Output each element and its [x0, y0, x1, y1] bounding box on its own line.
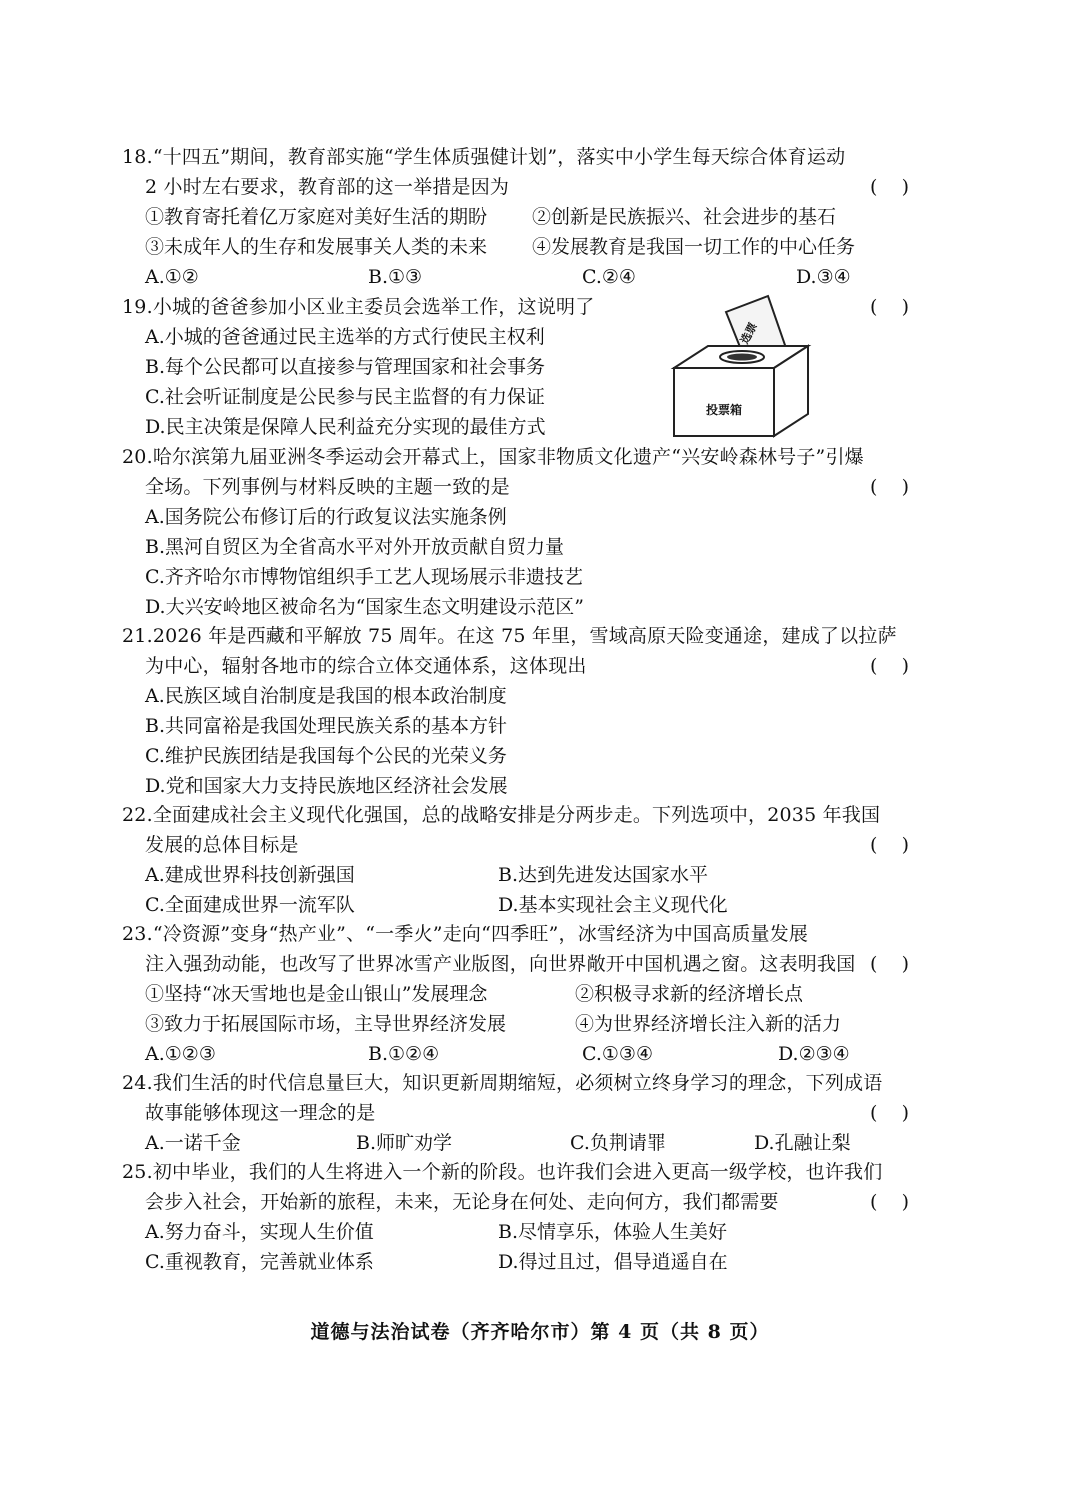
q23-stem-line2: 注入强劲动能，也改写了世界冰雪产业版图，向世界敞开中国机遇之窗。这表明我国: [145, 953, 856, 975]
q23-statement-1: ①坚持“冰天雪地也是金山银山”发展理念: [145, 983, 488, 1005]
ballot-paper-label: 选票: [738, 320, 760, 347]
q20-stem-line2: 全场。下列事例与材料反映的主题一致的是: [145, 476, 510, 498]
q21-answer-paren[interactable]: ( ): [870, 655, 909, 677]
q23-statement-4: ④为世界经济增长注入新的活力: [575, 1013, 842, 1035]
q18-statement-2: ②创新是民族振兴、社会进步的基石: [532, 206, 837, 228]
q24-option-c[interactable]: C.负荆请罪: [570, 1132, 666, 1154]
q24-answer-paren[interactable]: ( ): [870, 1102, 909, 1124]
q19-option-d[interactable]: D.民主决策是保障人民利益充分实现的最佳方式: [145, 416, 546, 438]
q25-option-b[interactable]: B.尽情享乐，体验人生美好: [498, 1221, 728, 1243]
q18-option-a[interactable]: A.①②: [145, 266, 199, 288]
ballot-box-slot-inner: [727, 354, 757, 361]
q18-statement-3: ③未成年人的生存和发展事关人类的未来: [145, 236, 488, 258]
q21-option-a[interactable]: A.民族区域自治制度是我国的根本政治制度: [145, 685, 507, 707]
q21-stem-line2: 为中心，辐射各地市的综合立体交通体系，这体现出: [145, 655, 587, 677]
q20-option-a[interactable]: A.国务院公布修订后的行政复议法实施条例: [145, 506, 507, 528]
q20-stem-line1: 20.哈尔滨第九届亚洲冬季运动会开幕式上，国家非物质文化遗产“兴安岭森林号子”引爆: [122, 446, 864, 468]
q23-option-c[interactable]: C.①③④: [582, 1043, 653, 1065]
q24-option-a[interactable]: A.一诺千金: [145, 1132, 241, 1154]
q18-option-d[interactable]: D.③④: [796, 266, 851, 288]
q25-answer-paren[interactable]: ( ): [870, 1191, 909, 1213]
q23-answer-paren[interactable]: ( ): [870, 953, 909, 975]
q21-option-c[interactable]: C.维护民族团结是我国每个公民的光荣义务: [145, 745, 507, 767]
q24-stem-line1: 24.我们生活的时代信息量巨大，知识更新周期缩短，必须树立终身学习的理念，下列成语: [122, 1072, 883, 1094]
q21-option-d[interactable]: D.党和国家大力支持民族地区经济社会发展: [145, 775, 508, 797]
q20-option-b[interactable]: B.黑河自贸区为全省高水平对外开放贡献自贸力量: [145, 536, 565, 558]
q19-stem-line1: 19.小城的爸爸参加小区业主委员会选举工作，这说明了: [122, 296, 595, 318]
q22-stem-line1: 22.全面建成社会主义现代化强国，总的战略安排是分两步走。下列选项中，2035 年我国: [122, 804, 881, 826]
q22-option-c[interactable]: C.全面建成世界一流军队: [145, 894, 355, 916]
q22-stem-line2: 发展的总体目标是: [145, 834, 299, 856]
q23-statement-2: ②积极寻求新的经济增长点: [575, 983, 804, 1005]
q25-option-d[interactable]: D.得过且过，倡导逍遥自在: [498, 1251, 728, 1273]
q19-answer-paren[interactable]: ( ): [870, 296, 909, 318]
q18-stem-line1: 18.“十四五”期间，教育部实施“学生体质强健计划”，落实中小学生每天综合体育运动: [122, 146, 846, 168]
q23-option-a[interactable]: A.①②③: [145, 1043, 216, 1065]
q22-option-b[interactable]: B.达到先进发达国家水平: [498, 864, 709, 886]
q25-stem-line2: 会步入社会，开始新的旅程，未来，无论身在何处、走向何方，我们都需要: [145, 1191, 779, 1213]
q18-statement-4: ④发展教育是我国一切工作的中心任务: [532, 236, 856, 258]
q18-option-c[interactable]: C.②④: [582, 266, 636, 288]
q21-option-b[interactable]: B.共同富裕是我国处理民族关系的基本方针: [145, 715, 508, 737]
q24-option-b[interactable]: B.师旷劝学: [356, 1132, 453, 1154]
q20-answer-paren[interactable]: ( ): [870, 476, 909, 498]
ballot-box-illustration: [668, 290, 816, 442]
q23-statement-3: ③致力于拓展国际市场，主导世界经济发展: [145, 1013, 507, 1035]
q18-stem-line2: 2 小时左右要求，教育部的这一举措是因为: [145, 176, 510, 198]
q21-stem-line1: 21.2026 年是西藏和平解放 75 周年。在这 75 年里，雪域高原天险变通途，建成了以拉萨: [122, 625, 897, 647]
q20-option-d[interactable]: D.大兴安岭地区被命名为“国家生态文明建设示范区”: [145, 596, 585, 618]
q25-option-a[interactable]: A.努力奋斗，实现人生价值: [145, 1221, 374, 1243]
q25-option-c[interactable]: C.重视教育，完善就业体系: [145, 1251, 374, 1273]
q18-statement-1: ①教育寄托着亿万家庭对美好生活的期盼: [145, 206, 488, 228]
ballot-box-label: 投票箱: [705, 403, 743, 417]
q22-option-a[interactable]: A.建成世界科技创新强国: [145, 864, 355, 886]
q23-option-d[interactable]: D.②③④: [778, 1043, 850, 1065]
q24-option-d[interactable]: D.孔融让梨: [754, 1132, 851, 1154]
q18-option-b[interactable]: B.①③: [368, 266, 423, 288]
q22-answer-paren[interactable]: ( ): [870, 834, 909, 856]
q19-option-b[interactable]: B.每个公民都可以直接参与管理国家和社会事务: [145, 356, 546, 378]
q24-stem-line2: 故事能够体现这一理念的是: [145, 1102, 376, 1124]
q20-option-c[interactable]: C.齐齐哈尔市博物馆组织手工艺人现场展示非遗技艺: [145, 566, 583, 588]
q19-option-a[interactable]: A.小城的爸爸通过民主选举的方式行使民主权利: [145, 326, 545, 348]
q23-stem-line1: 23.“冷资源”变身“热产业”、“一季火”走向“四季旺”，冰雪经济为中国高质量发展: [122, 923, 809, 945]
q19-option-c[interactable]: C.社会听证制度是公民参与民主监督的有力保证: [145, 386, 545, 408]
q22-option-d[interactable]: D.基本实现社会主义现代化: [498, 894, 728, 916]
page-footer: 道德与法治试卷（齐齐哈尔市）第 4 页（共 8 页）: [310, 1321, 770, 1343]
q18-answer-paren[interactable]: ( ): [870, 176, 909, 198]
q25-stem-line1: 25.初中毕业，我们的人生将进入一个新的阶段。也许我们会进入更高一级学校，也许我们: [122, 1161, 883, 1183]
ballot-box-front: [674, 368, 774, 436]
q23-option-b[interactable]: B.①②④: [368, 1043, 440, 1065]
